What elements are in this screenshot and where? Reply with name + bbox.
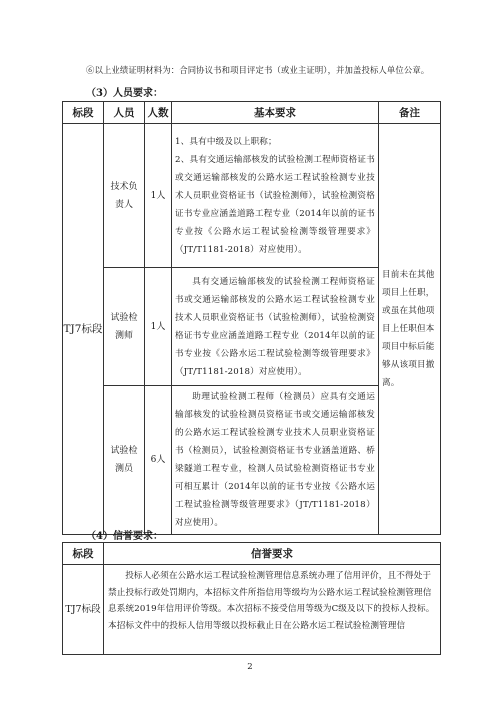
header-personnel: 人员 xyxy=(104,102,145,124)
header-section: 标段 xyxy=(63,543,104,565)
note-text: ⑥以上业绩证明材料为：合同协议书和项目评定书（或业主证明），并加盖投标人单位公章。 xyxy=(86,65,430,75)
header-section: 标段 xyxy=(63,102,104,124)
role-cell: 试验检测员 xyxy=(104,386,145,535)
requirement-cell: 助理试验检测工程师（检测员）应具有交通运输部核发的试验检测员资格证书或交通运输部核发的公路水运工程试验检测专业技术人员职业资格证书（检测员），试验检测资格证书专业涵盖道路、桥梁隧道工程专业，检测人员试验检测资格证书专业可相互累计（2014年以前的证书专业按《公路水运工程试验检测等级管理要求》（JT/T1181-2018）对应使用）。 xyxy=(172,386,379,535)
page-number: 2 xyxy=(247,662,253,672)
role-cell: 技术负责人 xyxy=(104,124,145,268)
section-title-credit: （4）信誉要求： xyxy=(86,531,163,542)
header-count: 人数 xyxy=(145,102,172,124)
requirement-line: 1、具有中级及以上职称； xyxy=(175,136,277,147)
count-cell: 6人 xyxy=(145,386,172,535)
section-cell: TJ7标段 xyxy=(63,124,104,535)
role-cell: 试验检测师 xyxy=(104,268,145,386)
count-cell: 1人 xyxy=(145,124,172,268)
requirement-cell xyxy=(172,124,379,268)
credit-requirement-cell: 投标人必须在公路水运工程试验检测管理信息系统办理了信用评价，且不得处于禁止投标行政处罚期内，本招标文件所指信用等级均为公路水运工程试验检测管理信息系统2019年信用评价等级。本次招标不接受信用等级为C级及以下的投标人投标。本招标文件中的投标人信用等级以投标截止日在公路水运工程试验检测管理信 xyxy=(104,565,441,655)
header-credit: 信誉要求 xyxy=(104,543,441,565)
section-cell: TJ7标段 xyxy=(63,565,104,655)
personnel-table xyxy=(62,101,441,535)
table-header-row xyxy=(63,102,441,124)
credit-table xyxy=(62,542,441,655)
header-requirements: 基本要求 xyxy=(172,102,379,124)
table-row xyxy=(63,565,441,655)
header-remark: 备注 xyxy=(379,102,441,124)
count-cell: 1人 xyxy=(145,268,172,386)
table-header-row xyxy=(63,543,441,565)
requirement-cell: 具有交通运输部核发的试验检测工程师资格证书或交通运输部核发的公路水运工程试验检测专业技术人员职业资格证书（试验检测师），试验检测资格证书专业应涵盖道路工程专业（2014年以前的证书专业按《公路水运工程试验检测等级管理要求》（JT/T1181-2018）对应使用）。 xyxy=(172,268,379,386)
table-row xyxy=(63,124,441,268)
requirement-line: 2、具有交通运输部核发的试验检测工程师资格证书或交通运输部核发的公路水运工程试验检测专业技术人员职业资格证书（试验检测师），试验检测资格证书专业应涵盖道路工程专业（2014年以前的证书专业按《公路水运工程试验检测等级管理要求》（JT/T1181-2018）对应使用）。 xyxy=(175,154,375,255)
remark-cell: 目前未在其他项目上任职，或虽在其他项目上任职但本项目中标后能够从该项目撤离。 xyxy=(379,124,441,535)
section-title-personnel: （3）人员要求： xyxy=(86,88,163,99)
